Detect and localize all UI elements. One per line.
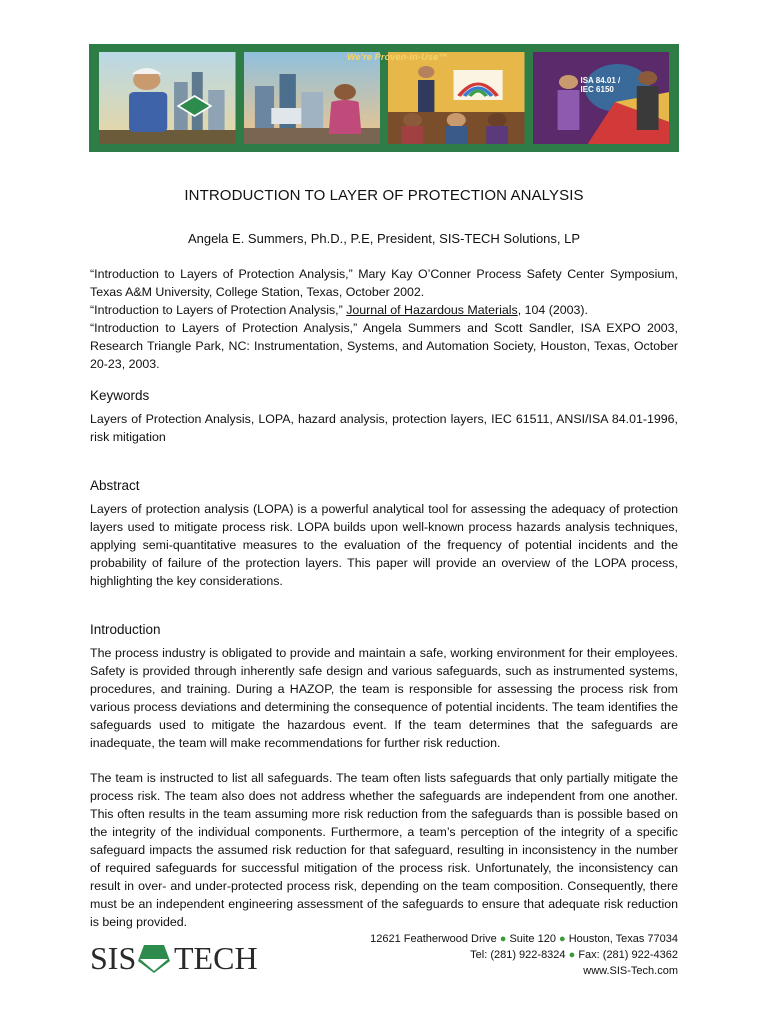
fax: Fax: (281) 922-4362: [578, 949, 678, 961]
keywords-text: [90, 410, 678, 446]
references: [90, 265, 678, 373]
journal-title: Journal of Hazardous Materials: [346, 303, 518, 317]
banner-panel-engineer: [99, 52, 236, 144]
banner-panel-presentation: [388, 52, 525, 144]
intro-p2: The team is instructed to list all safeguards. The team often lists safeguards that only partially mitigate the process risk. The team also does not address whether the safeguards are independent from one another. This often results in the team assuming more risk reduction from the safeguards than is possible based on the integrity of the individual components. Furthermore, a team’s perception of the integrity of a specific safeguard impacts the assumed risk reduction for that safeguard, resulting in inconsistency in the number of required safeguards for successful mitigation of the process risk. Unfortunately, the inconsistency can result in over- and under-protected process risk, depending on the team composition. Consequently, there must be an independent engineering assessment of the safeguards to ensure that adequate risk reduction is being provided.: [90, 771, 678, 929]
author-line: Angela E. Summers, Ph.D., P.E, President, SIS-TECH Solutions, LP: [187, 231, 581, 246]
suite: Suite 120: [509, 933, 556, 945]
reference-2: [90, 301, 678, 319]
abstract-text: [90, 500, 678, 590]
address-line: [370, 931, 678, 947]
banner-panel-office: [244, 52, 381, 144]
keywords-paragraph: Layers of Protection Analysis, LOPA, hazard analysis, protection layers, IEC 61511, ANSI/ISA 84.01-1996, risk mitigation: [90, 412, 678, 444]
separator-dot-icon: ●: [499, 933, 507, 945]
banner-panel-standards: [533, 52, 670, 144]
abstract-paragraph: Layers of protection analysis (LOPA) is a powerful analytical tool for assessing the adequacy of protection layers used to mitigate process risk. LOPA builds upon well-known process hazards analysis techniques, applying semi-quantitative measures to the evaluation of the frequency of potential incidents and the probability of failure of the protection layers. This paper will provide an overview of the LOPA process, highlighting the key considerations.: [90, 502, 678, 588]
separator-dot-icon: ●: [559, 933, 566, 945]
sis-tech-logo: [90, 935, 270, 979]
reference-3: “Introduction to Layers of Protection Analysis,” Angela Summers and Scott Sandler, ISA EXPO 2003, Research Triangle Park, NC: Instrumentation, Systems, and Automation Society, Houston, Texas, October 20-23, 2003.: [90, 321, 678, 371]
reference-2-text: “Introduction to Layers of Protection Analysis,”: [90, 303, 347, 317]
reference-1: “Introduction to Layers of Protection Analysis,” Mary Kay O’Conner Process Safety Center Symposium, Texas A&M University, College Station, Texas, October 2002.: [90, 267, 678, 299]
street: 12621 Featherwood Drive: [370, 933, 497, 945]
banner-tagline: We're Proven-in-Use™: [347, 52, 448, 62]
website[interactable]: www.SIS-Tech.com: [583, 965, 678, 977]
standard-label: ISA 84.01 / IEC 6150: [580, 76, 621, 94]
header-banner: [89, 44, 679, 152]
city: Houston, Texas 77034: [568, 933, 678, 945]
introduction-heading: Introduction: [90, 622, 161, 637]
separator-dot-icon: ●: [568, 949, 576, 961]
logo-left-text: SIS: [90, 940, 137, 976]
logo-right-text: TECH: [174, 940, 258, 976]
intro-p1: The process industry is obligated to provide and maintain a safe, working environment for their employees. Safety is provided through inherently safe design and various safeguards, such as instrumented systems, procedures, and training. During a HAZOP, the team is responsible for assessing the process risk from various process deviations and determining the consequence of potential incidents. The team identifies the safeguards used to mitigate the hazardous event. If the team determines that the safeguards are inadequate, the team will make recommendations for further risk reduction.: [90, 646, 678, 750]
keywords-heading: Keywords: [90, 388, 150, 403]
abstract-heading: Abstract: [90, 478, 140, 493]
reference-2-volume: , 104 (2003).: [517, 303, 588, 317]
introduction-paragraph-1: [90, 644, 678, 752]
telephone: Tel: (281) 922-8324: [470, 949, 566, 961]
footer-address: [370, 931, 678, 979]
phone-line: [370, 947, 678, 963]
page-title: INTRODUCTION TO LAYER OF PROTECTION ANALYSIS: [184, 187, 584, 204]
introduction-paragraph-2: [90, 769, 678, 931]
